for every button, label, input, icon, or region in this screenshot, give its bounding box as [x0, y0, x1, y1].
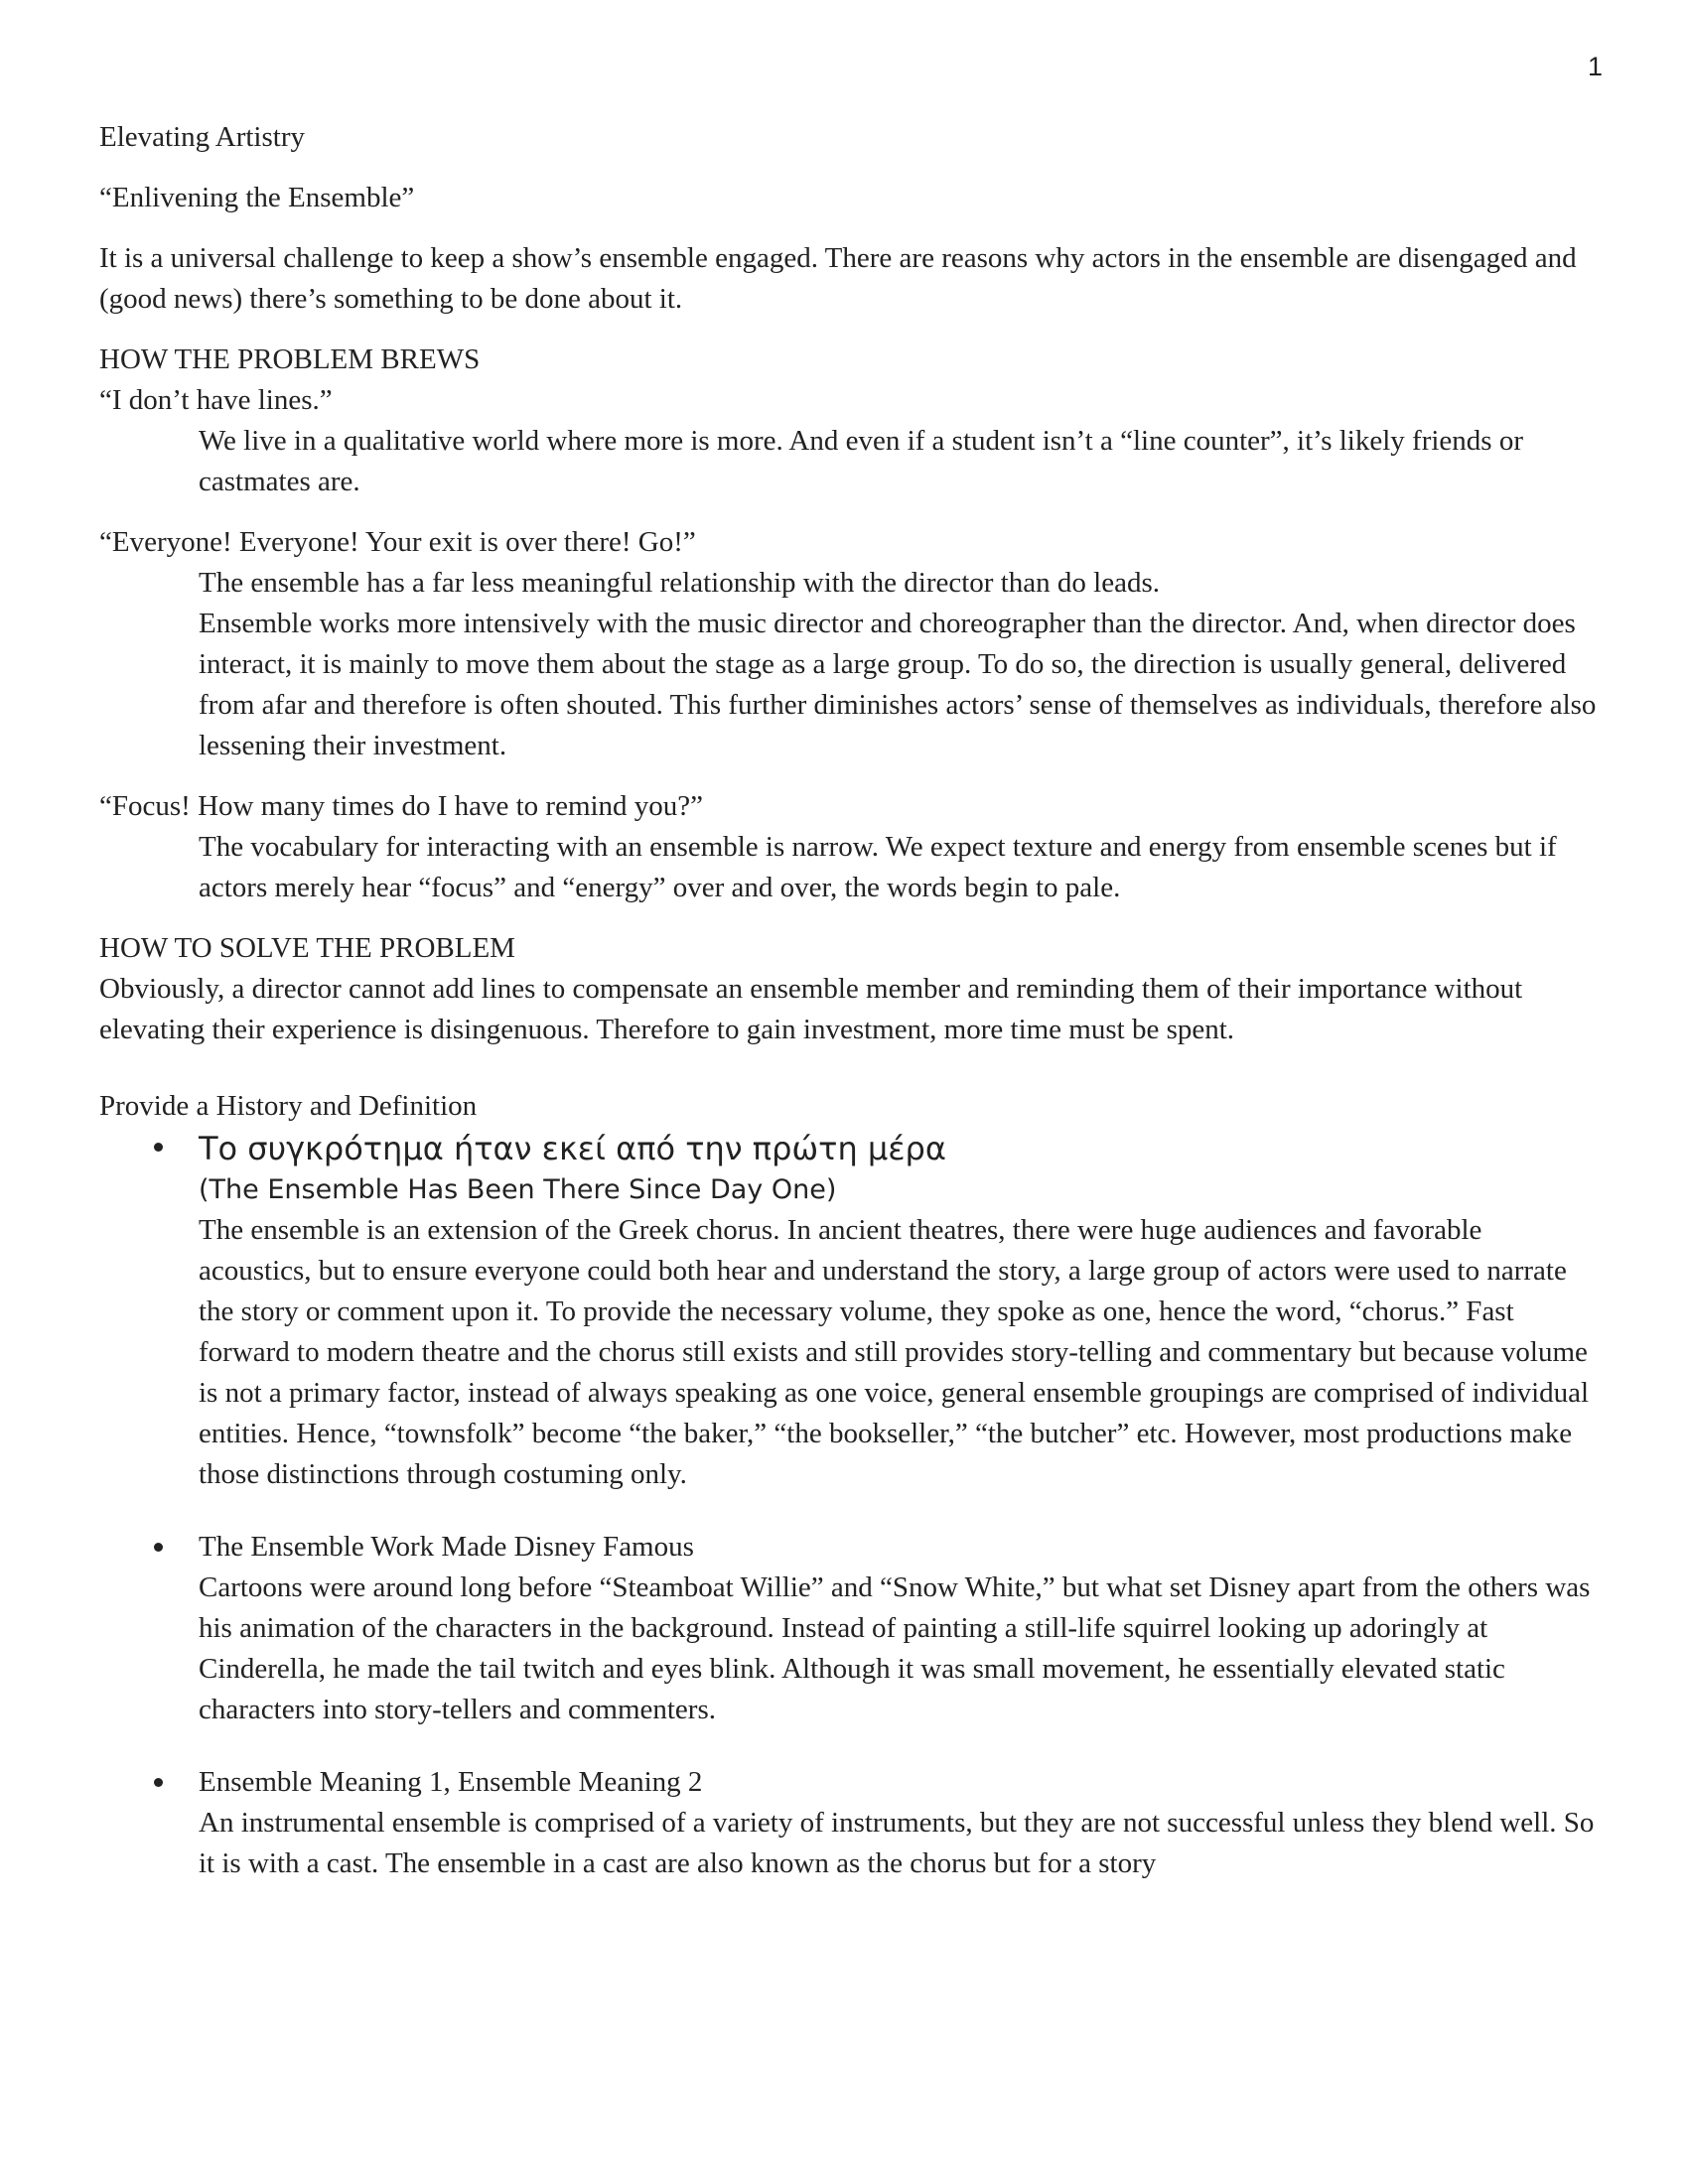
problem-explanation [99, 827, 1599, 908]
bullet-item-greek-chorus [99, 1127, 1599, 1495]
bullet-body: An instrumental ensemble is comprised of a variety of instruments, but they are not successful unless they blend well. So it is with a cast. The ensemble in a cast are also known as the chorus but for a story [199, 1807, 1595, 1879]
bullet-title: Το συγκρότημα ήταν εκεί από την πρώτη μέρα [199, 1130, 946, 1167]
document-subtitle: “Enlivening the Ensemble” [99, 182, 415, 213]
intro-paragraph: It is a universal challenge to keep a show’s ensemble engaged. There are reasons why actors in the ensemble are disengaged and (good news) there’s something to be done about it. [99, 242, 1577, 315]
problem-item-2 [99, 522, 1599, 766]
bullet-dot-icon [154, 1543, 163, 1552]
problem-explanation [99, 563, 1599, 766]
bullet-body: The ensemble is an extension of the Greek chorus. In ancient theatres, there were huge audiences and favorable acoustics, but to ensure everyone could both hear and understand the story, a large group of actors were used to narrate the story or comment upon it. To provide the necessary volume, they spoke as one, hence the word, “chorus.” Fast forward to modern theatre and the chorus still exists and still provides story-telling and commentary but because volume is not a primary factor, instead of always speaking as one voice, general ensemble groupings are comprised of individual entities. Hence, “townsfolk” become “the baker,” “the bookseller,” “the butcher” etc. However, most productions make those distinctions through costuming only. [199, 1214, 1590, 1490]
history-heading: Provide a History and Definition [99, 1090, 478, 1122]
problem-item-3 [99, 786, 1599, 908]
problem-quote: “Everyone! Everyone! Your exit is over there! Go!” [99, 526, 696, 558]
explanation-line: Ensemble works more intensively with the music director and choreographer than the director. And, when director does interact, it is mainly to move them about the stage as a large group. To do so, the direction is usually general, delivered from afar and therefore is often shouted. This further diminishes actors’ sense of themselves as individuals, therefore also lessening their investment. [199, 608, 1597, 761]
document-body [99, 117, 1599, 1916]
bullet-item-disney [99, 1527, 1599, 1730]
bullet-dot-icon [154, 1143, 163, 1152]
page-number: 1 [1587, 52, 1603, 81]
document-title: Elevating Artistry [99, 121, 305, 153]
explanation-line: We live in a qualitative world where more is more. And even if a student isn’t a “line counter”, it’s likely friends or castmates are. [199, 425, 1523, 497]
history-bullet-list [99, 1127, 1599, 1884]
problem-heading: HOW THE PROBLEM BREWS [99, 343, 481, 375]
problem-quote: “I don’t have lines.” [99, 384, 333, 416]
bullet-body: Cartoons were around long before “Steamboat Willie” and “Snow White,” but what set Disney apart from the others was his animation of the characters in the background. Instead of painting a still-life squirrel looking up adoringly at Cinderella, he made the tail twitch and eyes blink. Although it was small movement, he essentially elevated static characters into story-tellers and commenters. [199, 1571, 1591, 1725]
bullet-title: The Ensemble Work Made Disney Famous [199, 1531, 694, 1563]
explanation-line: The ensemble has a far less meaningful relationship with the director than do leads. [199, 567, 1160, 599]
problem-item-1 [99, 380, 1599, 502]
bullet-title: Ensemble Meaning 1, Ensemble Meaning 2 [199, 1766, 703, 1798]
bullet-subtitle: (The Ensemble Has Been There Since Day One) [199, 1174, 837, 1205]
solution-heading: HOW TO SOLVE THE PROBLEM [99, 932, 515, 964]
problem-quote: “Focus! How many times do I have to remind you?” [99, 790, 704, 822]
bullet-item-ensemble-meaning [99, 1762, 1599, 1884]
bullet-dot-icon [154, 1778, 163, 1787]
explanation-line: The vocabulary for interacting with an ensemble is narrow. We expect texture and energy from ensemble scenes but if actors merely hear “focus” and “energy” over and over, the words begin to pale. [199, 831, 1557, 903]
problem-explanation [99, 421, 1599, 502]
solution-paragraph: Obviously, a director cannot add lines to compensate an ensemble member and reminding them of their importance without elevating their experience is disingenuous. Therefore to gain investment, more time must be spent. [99, 973, 1523, 1045]
